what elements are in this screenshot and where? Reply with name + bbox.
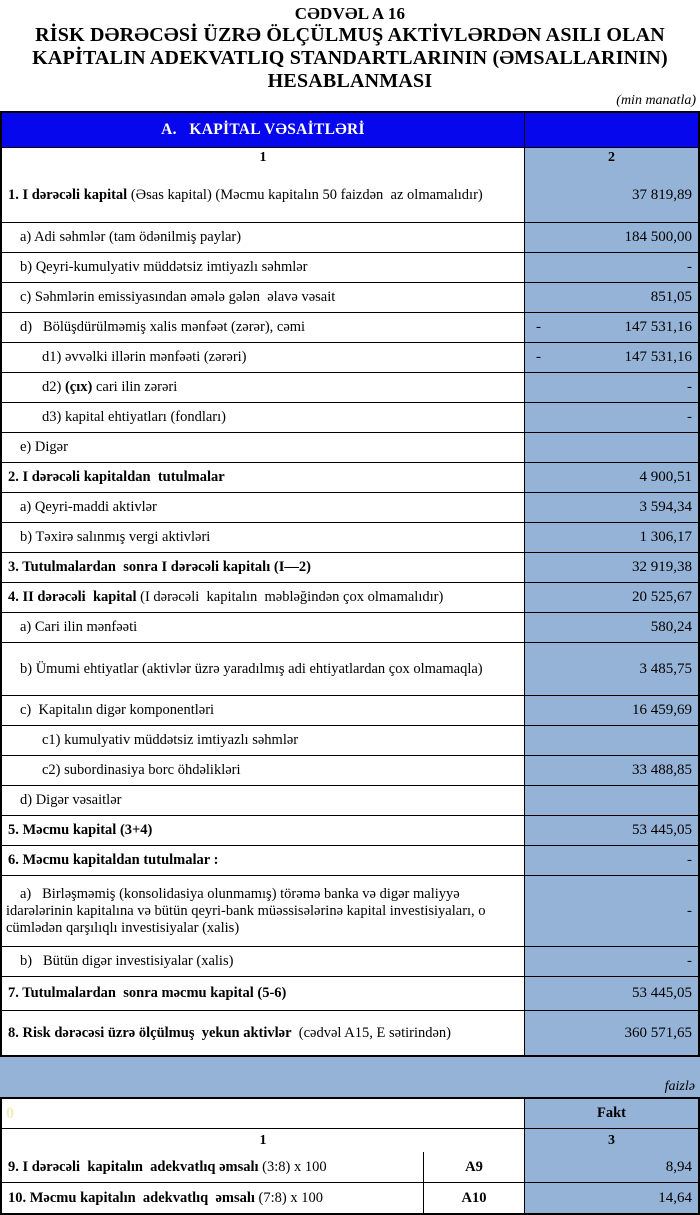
row-value-text: - bbox=[687, 852, 692, 868]
row-label-text: c1) kumulyativ müddətsiz imtiyazlı səhmlər bbox=[42, 732, 299, 748]
row-value-text: 360 571,65 bbox=[624, 1024, 692, 1041]
row-value bbox=[525, 816, 698, 845]
row-value bbox=[525, 947, 698, 976]
table-row bbox=[2, 755, 698, 785]
row-value bbox=[525, 756, 698, 785]
row-value-text: 53 445,05 bbox=[632, 822, 692, 838]
row-label-text: 7. Tutulmalardan sonra məcmu kapital (5-6) bbox=[8, 985, 287, 1001]
ratio-table-rows bbox=[2, 1152, 698, 1213]
row-value bbox=[525, 613, 698, 642]
table-row bbox=[2, 785, 698, 815]
column-number-2: 2 bbox=[525, 148, 698, 168]
table-row bbox=[2, 282, 698, 312]
row-value bbox=[525, 1011, 698, 1055]
row-label-text: 3. Tutulmalardan sonra I dərəcəli kapitalı (I—2) bbox=[8, 559, 311, 575]
table-row bbox=[2, 168, 698, 222]
row-label-text: d) Bölüşdürülməmiş xalis mənfəət (zərər), cəmi bbox=[20, 319, 306, 335]
row-value-text: - bbox=[687, 953, 692, 969]
row-label-text: 5. Məcmu kapital (3+4) bbox=[8, 822, 153, 838]
row-label bbox=[2, 373, 525, 402]
row-value bbox=[525, 463, 698, 492]
row-label-text: b) Ümumi ehtiyatlar (aktivlər üzrə yaradılmış adi ehtiyatlardan çox olmamaqla) bbox=[20, 660, 483, 677]
table-row bbox=[2, 372, 698, 402]
row-label-text: 6. Məcmu kapitaldan tutulmalar : bbox=[8, 852, 219, 868]
row-value-text: 851,05 bbox=[650, 289, 692, 305]
title-line-3: HESABLANMASI bbox=[267, 70, 433, 92]
row-value-text: 3 594,34 bbox=[639, 499, 692, 515]
percent-note: faizlə bbox=[664, 1079, 695, 1094]
row-value bbox=[525, 283, 698, 312]
fact-header-label: Fakt bbox=[525, 1099, 698, 1128]
row-label bbox=[2, 816, 525, 845]
column-number-1: 1 bbox=[2, 148, 525, 168]
row-value bbox=[525, 373, 698, 402]
table-number-title: CƏDVƏL A 16 bbox=[294, 4, 406, 23]
table-row bbox=[2, 252, 698, 282]
row-label-text: b) Qeyri-kumulyativ müddətsiz imtiyazlı səhmlər bbox=[20, 259, 308, 275]
row-value-text: 32 919,38 bbox=[632, 559, 692, 575]
row-label-text: d1) əvvəlki illərin mənfəəti (zərəri) bbox=[42, 349, 247, 365]
row-value-text: 8,94 bbox=[665, 1158, 692, 1175]
row-label bbox=[2, 1183, 424, 1213]
unit-note: (min manatla) bbox=[616, 93, 696, 108]
section-header-value-cell bbox=[525, 113, 698, 147]
row-label-text: c) Səhmlərin emissiyasından əmələ gələn əlavə vəsait bbox=[20, 289, 336, 305]
faint-yellow-mark: 0 bbox=[6, 1104, 14, 1122]
row-value-text: 33 488,85 bbox=[632, 762, 692, 778]
row-label bbox=[2, 613, 525, 642]
table-row bbox=[2, 552, 698, 582]
table-row bbox=[2, 612, 698, 642]
row-label bbox=[2, 947, 525, 976]
row-label-text: 9. I dərəcəli kapitalın adekvatlıq əmsalı (3:8) x 100 bbox=[8, 1158, 327, 1175]
row-label bbox=[2, 643, 525, 695]
table-row bbox=[2, 492, 698, 522]
row-value bbox=[525, 876, 698, 946]
row-value-text: 20 525,67 bbox=[632, 589, 692, 605]
row-value bbox=[525, 1152, 698, 1182]
row-label-text: 10. Məcmu kapitalın adekvatlıq əmsalı (7:8) x 100 bbox=[8, 1189, 323, 1206]
table-row bbox=[2, 432, 698, 462]
table-row bbox=[2, 342, 698, 372]
row-label-text: a) Adi səhmlər (tam ödənilmiş paylar) bbox=[20, 229, 242, 245]
row-value bbox=[525, 493, 698, 522]
table-row bbox=[2, 522, 698, 552]
row-value-text: 1 306,17 bbox=[639, 529, 692, 545]
row-value-text: 16 459,69 bbox=[632, 702, 692, 718]
negative-sign: - bbox=[536, 349, 541, 365]
percent-note-band bbox=[0, 1057, 700, 1097]
table-row bbox=[2, 402, 698, 432]
row-label bbox=[2, 283, 525, 312]
row-value-text: 4 900,51 bbox=[639, 469, 692, 485]
row-label bbox=[2, 253, 525, 282]
row-value-text: 3 485,75 bbox=[639, 660, 692, 677]
row-value bbox=[525, 523, 698, 552]
row-label bbox=[2, 726, 525, 755]
row-label bbox=[2, 583, 525, 612]
row-value-text: 147 531,16 bbox=[624, 319, 692, 335]
row-value bbox=[525, 977, 698, 1010]
row-value-text: 184 500,00 bbox=[624, 229, 692, 245]
row-label-text: a) Birləşməmiş (konsolidasiya olunmamış) törəmə banka və digər maliyyə idarələrinin kapitalına və bütün qeyri-bank müəssisələrinə kapital investisiyaları, o cümlədən qarşılıqlı investisiyalar (xalis) bbox=[6, 885, 490, 936]
row-label bbox=[2, 846, 525, 875]
row-label bbox=[2, 756, 525, 785]
row-label-text: a) Cari ilin mənfəəti bbox=[20, 619, 138, 635]
table-row bbox=[2, 1182, 698, 1213]
row-value bbox=[525, 1183, 698, 1213]
row-label bbox=[2, 463, 525, 492]
row-value bbox=[525, 553, 698, 582]
negative-sign: - bbox=[536, 319, 541, 335]
table-row bbox=[2, 875, 698, 946]
row-value-text: - bbox=[687, 902, 692, 919]
row-code: A10 bbox=[424, 1183, 525, 1213]
row-value-text: - bbox=[687, 379, 692, 395]
row-value bbox=[525, 343, 698, 372]
row-label bbox=[2, 313, 525, 342]
ratio-column-number-3: 3 bbox=[525, 1129, 698, 1152]
row-label-text: b) Təxirə salınmış vergi aktivləri bbox=[20, 529, 211, 545]
row-label bbox=[2, 433, 525, 462]
row-label-text: d3) kapital ehtiyatları (fondları) bbox=[42, 409, 226, 425]
row-value bbox=[525, 403, 698, 432]
row-label-text: c2) subordinasiya borc öhdəlikləri bbox=[42, 762, 241, 778]
ratio-column-number-row bbox=[2, 1128, 698, 1152]
row-label-text: 1. I dərəcəli kapital (Əsas kapital) (Məcmu kapitalın 50 faizdən az olmamalıdır) bbox=[8, 186, 483, 203]
row-label bbox=[2, 223, 525, 252]
row-label-text: 8. Risk dərəcəsi üzrə ölçülmuş yekun aktivlər (cədvəl A15, E sətirindən) bbox=[8, 1024, 451, 1041]
table-row bbox=[2, 642, 698, 695]
row-value bbox=[525, 786, 698, 815]
row-label bbox=[2, 553, 525, 582]
table-row bbox=[2, 582, 698, 612]
row-value bbox=[525, 313, 698, 342]
row-label-text: d2) (çıx) cari ilin zərəri bbox=[42, 379, 178, 395]
table-row bbox=[2, 1152, 698, 1182]
ratio-column-number-1: 1 bbox=[2, 1129, 525, 1152]
row-value-text: - bbox=[687, 409, 692, 425]
row-label bbox=[2, 168, 525, 222]
row-label bbox=[2, 493, 525, 522]
row-value bbox=[525, 253, 698, 282]
capital-table-rows bbox=[2, 168, 698, 1055]
table-row bbox=[2, 845, 698, 875]
row-value-text: 53 445,05 bbox=[632, 985, 692, 1001]
row-value bbox=[525, 726, 698, 755]
row-value bbox=[525, 223, 698, 252]
table-row bbox=[2, 222, 698, 252]
row-label-text: a) Qeyri-maddi aktivlər bbox=[20, 499, 157, 515]
row-label-text: b) Bütün digər investisiyalar (xalis) bbox=[20, 953, 234, 969]
row-value bbox=[525, 583, 698, 612]
row-label bbox=[2, 403, 525, 432]
row-label-text: c) Kapitalın digər komponentləri bbox=[20, 702, 215, 718]
row-label bbox=[2, 696, 525, 725]
row-label-text: d) Digər vəsaitlər bbox=[20, 792, 122, 808]
fact-row-left-cell bbox=[2, 1099, 525, 1128]
row-value-text: 14,64 bbox=[658, 1189, 692, 1206]
row-label bbox=[2, 876, 525, 946]
row-value bbox=[525, 433, 698, 462]
ratio-table bbox=[0, 1097, 700, 1215]
report-title bbox=[0, 4, 700, 93]
row-value-text: 147 531,16 bbox=[624, 349, 692, 365]
row-label-text: 2. I dərəcəli kapitaldan tutulmalar bbox=[8, 469, 225, 485]
row-value bbox=[525, 643, 698, 695]
title-line-2: KAPİTALIN ADEKVATLIQ STANDARTLARININ (ƏMSALLARININ) bbox=[32, 47, 668, 69]
row-value-text: - bbox=[687, 259, 692, 275]
title-line-1: RİSK DƏRƏCƏSİ ÜZRƏ ÖLÇÜLMUŞ AKTİVLƏRDƏN ASILI OLAN bbox=[35, 24, 665, 46]
row-label bbox=[2, 1011, 525, 1055]
row-value-text: 580,24 bbox=[650, 619, 692, 635]
capital-table bbox=[0, 111, 700, 1057]
row-value bbox=[525, 846, 698, 875]
table-row bbox=[2, 976, 698, 1010]
row-label bbox=[2, 523, 525, 552]
row-value-text: 37 819,89 bbox=[632, 186, 692, 203]
table-row bbox=[2, 312, 698, 342]
row-value bbox=[525, 168, 698, 222]
table-row bbox=[2, 695, 698, 725]
table-row bbox=[2, 815, 698, 845]
section-header-row bbox=[2, 113, 698, 147]
table-row bbox=[2, 725, 698, 755]
table-row bbox=[2, 462, 698, 492]
row-label bbox=[2, 977, 525, 1010]
column-number-row bbox=[2, 147, 698, 168]
row-label-text: e) Digər bbox=[20, 439, 68, 455]
row-label bbox=[2, 786, 525, 815]
table-row bbox=[2, 1010, 698, 1055]
table-row bbox=[2, 946, 698, 976]
row-value bbox=[525, 696, 698, 725]
row-label bbox=[2, 343, 525, 372]
row-label bbox=[2, 1152, 424, 1182]
row-label-text: 4. II dərəcəli kapital (I dərəcəli kapitalın məbləğindən çox olmamalıdır) bbox=[8, 589, 444, 605]
row-code: A9 bbox=[424, 1152, 525, 1182]
fact-header-row bbox=[2, 1099, 698, 1128]
section-header-label: A. KAPİTAL VƏSAİTLƏRİ bbox=[2, 113, 525, 147]
